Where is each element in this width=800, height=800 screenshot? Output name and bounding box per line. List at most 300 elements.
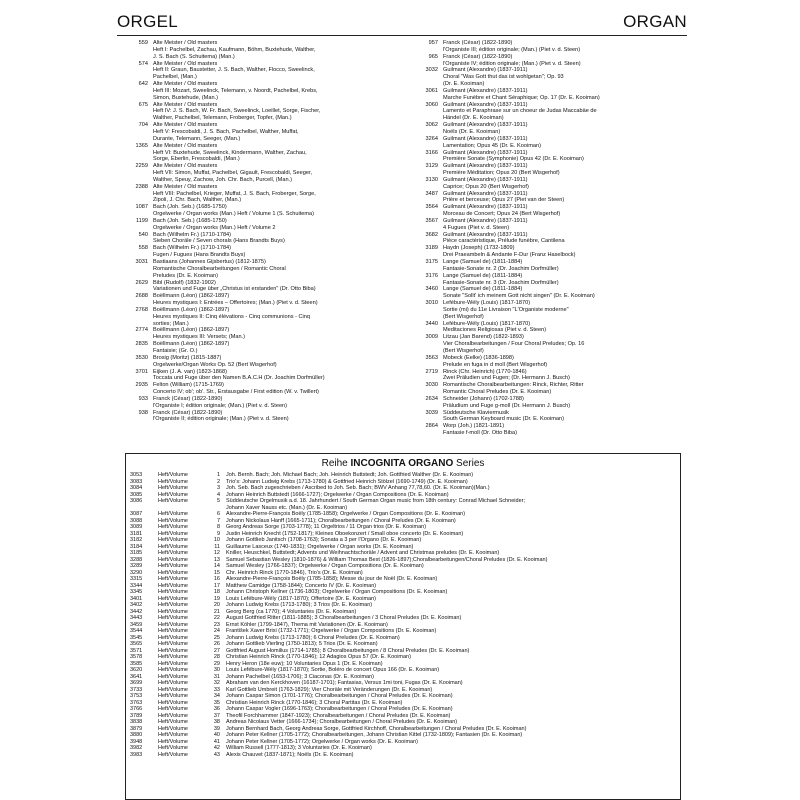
series-number: 3459: [130, 621, 143, 628]
series-description: Johann Ludwig Krebs (1713-1780); 3 Trios (Dr. E. Kooiman): [226, 602, 373, 608]
series-description: Chr. Heinrich Rinck (1770-1846), Trio's (Dr. E. Kooiman): [226, 569, 363, 576]
catalog-number: 2835: [135, 341, 148, 348]
series-number: 3088: [130, 517, 143, 524]
catalog-number: 558: [138, 245, 148, 252]
catalog-entry: [407, 259, 689, 273]
series-description: Karl Gottlieb Umbreit (1763-1829); Vier Choräle mit Veränderungen (Dr. E. Kooiman): [226, 686, 433, 693]
series-description: Guillaume Lasceux (1740-1831); Orgelwerke / Organ works (Dr. E. Kooiman): [226, 543, 414, 550]
series-description: Johann Peter Kellner (1705-1772); Orgelwerke / Organ works (Dr. E. Kooiman): [226, 738, 418, 745]
series-volume-index: 2: [216, 478, 220, 485]
catalog-description: Bibl (Rudolf) (1832-1902) Variationen und Fuge über „Christus ist erstanden" (Dr. Otto Biba): [153, 279, 316, 293]
catalog-entry: [117, 102, 399, 123]
catalog-entry: [407, 355, 689, 369]
catalog-description: Worp (Joh.) (1821-1891) Fantasie f-moll (Dr. Otto Biba): [443, 423, 517, 437]
series-number: 3344: [130, 582, 143, 589]
catalog-description: Alte Meister / Old masters Heft VIII: Pachelbel, Krieger, Muffat, J. S. Bach, Froberger, Sorge, Zipoli, J. Chr. Bach, Walther, (Man.): [153, 183, 316, 204]
series-description: William Russell (1777-1813); 3 Voluntaries (Dr. E. Kooiman): [226, 745, 372, 751]
catalog-number: 3039: [425, 409, 438, 416]
series-description: Alexandre-Pierre-François Boëly (1785-1858); Orgelwerke / Organ Compositions (Dr. E. Kooiman): [226, 511, 466, 517]
series-number: 3084: [130, 485, 143, 491]
series-description: Christian Heinrich Rinck (1770-1846); 12 Adagios Opus 57 (Dr. E. Kooiman): [226, 654, 411, 660]
series-volume-label: Heft/Volume: [158, 491, 188, 498]
series-description: Henry Heron (18e euw); 10 Voluntaries Opus 1 (Dr. E. Kooiman): [226, 660, 383, 667]
series-row: [130, 498, 680, 511]
series-number: 3085: [130, 491, 143, 498]
series-volume-label: Heft/Volume: [158, 550, 188, 556]
series-description: Johann Heinrich Buttstedt (1666-1727); Orgelwerke / Organ Compositions (Dr. E. Kooiman): [226, 491, 449, 498]
catalog-columns: [117, 40, 687, 455]
series-volume-label: Heft/Volume: [158, 641, 188, 647]
series-description: Christian Heinrich Rinck (1770-1846); 3 Choral Partitas (Dr. E. Kooiman): [226, 699, 403, 706]
series-number: 3315: [130, 576, 143, 582]
series-volume-index: 42: [213, 745, 220, 751]
header-title-english: ORGAN: [623, 12, 687, 31]
catalog-number: 3460: [425, 286, 438, 293]
series-volume-index: 12: [213, 550, 220, 556]
series-description: Joh. Seb. Bach zugeschrieben / Ascribed to Joh. Seb. Bach; BWV Anhang 77,78,60. (Dr. E. Kooiman)(Man.): [226, 485, 490, 491]
catalog-number: 3682: [425, 231, 438, 238]
series-volume-label: Heft/Volume: [158, 472, 188, 478]
catalog-description: Eijken (J. A. van) (1823-1868) Toccata und Fuge über den Namen B.A.C.H (Dr. Joachim Dorfmüller): [153, 368, 325, 382]
series-description: Johann Christoph Kellner (1736-1803); Orgelwerke / Organ Compositions (Dr. E. Kooiman): [226, 589, 448, 595]
series-volume-label: Heft/Volume: [158, 738, 188, 745]
catalog-number: 3487: [425, 190, 438, 197]
catalog-number: 642: [138, 81, 148, 88]
right-column: [407, 40, 689, 437]
catalog-description: Franck (César) (1822-1890) l'Organiste IV; édition originale; (Man.) (Piet v. d. Steen): [443, 53, 581, 67]
series-volume-index: 39: [213, 725, 220, 732]
catalog-entry: [117, 341, 399, 355]
catalog-entry: [407, 232, 689, 246]
series-description: Johann Nickolaus Hanff (1665-1711); Choralbearbeitungen / Choral Preludes (Dr. E. Kooiman): [226, 517, 456, 524]
series-volume-index: 40: [213, 732, 220, 738]
series-volume-label: Heft/Volume: [158, 660, 188, 667]
series-volume-label: Heft/Volume: [158, 693, 188, 699]
catalog-description: Guilmant (Alexandre) (1837-1911) Marche Funèbre et Chant Séraphique; Op. 17 (Dr. E. Kooiman): [443, 87, 600, 101]
series-volume-index: 28: [213, 654, 220, 660]
series-volume-index: 17: [213, 582, 220, 589]
catalog-number: 2864: [425, 423, 438, 430]
series-volume-label: Heft/Volume: [158, 732, 188, 738]
series-description: Johann Caspar Vogler (1696-1763); Choralbearbeitungen / Choral Preludes (Dr. E. Kooiman): [226, 706, 453, 712]
series-number: 3544: [130, 628, 143, 634]
series-box: [125, 453, 681, 800]
catalog-entry: [117, 396, 399, 410]
catalog-entry: [407, 218, 689, 232]
catalog-number: 957: [428, 40, 438, 46]
catalog-entry: [117, 369, 399, 383]
catalog-entry: [407, 122, 689, 136]
catalog-entry: [407, 382, 689, 396]
series-description: Louis Lefébure-Wély (1817-1870); Sortie, Boléro de concert Opus 166 (Dr. E. Kooiman): [226, 667, 440, 673]
series-title-suffix: Series: [453, 458, 485, 469]
series-volume-label: Heft/Volume: [158, 589, 188, 595]
series-volume-index: 32: [213, 680, 220, 686]
catalog-description: Lange (Samuel de) (1811-1884) Sonate "Sollt' ich meinem Gott nicht singen" (Dr. E. Kooiman): [443, 286, 595, 300]
catalog-number: 1365: [135, 142, 148, 149]
catalog-description: Alte Meister / Old masters Heft V: Frescobaldi, J. S. Bach, Pachelbel, Walther, Muffat, Durante, Telemann, Seeger, (Man.): [153, 122, 299, 142]
series-number: 3571: [130, 647, 143, 654]
catalog-entry: [117, 143, 399, 164]
series-number: 3545: [130, 634, 143, 641]
catalog-description: Bach (Joh. Seb.) (1685-1750) Orgelwerke / Organ works (Man.) Heft / Volume 1 (S. Schuitema): [153, 204, 315, 218]
catalog-entry: [117, 355, 399, 369]
catalog-entry: [407, 245, 689, 259]
series-description: Georg Berg (ca 1770); 4 Voluntaries (Dr. E. Kooiman): [226, 608, 357, 615]
series-volume-label: Heft/Volume: [158, 602, 188, 608]
series-number: 3401: [130, 595, 143, 602]
series-number: 3948: [130, 738, 143, 745]
catalog-description: Guilmant (Alexandre) (1837-1911) Lamento et Paraphrase sur un choeur de Judas Maccabäe de Händel (Dr. E. Kooiman): [443, 101, 597, 122]
series-description: Johann Ludwig Krebs (1713-1780); 6 Choral Preludes (Dr. E. Kooiman): [226, 634, 400, 641]
catalog-description: Guilmant (Alexandre) (1837-1911) Lamentation; Opus 45 (Dr. E. Kooiman): [443, 135, 541, 149]
catalog-number: 3031: [135, 259, 148, 265]
series-number: 3087: [130, 511, 143, 517]
catalog-description: Bastiaans (Johannes Gijsbertus) (1812-1875) Romantische Choralbearbeitungen / Romantic Choral Preludes (Dr. E. Kooiman): [153, 259, 286, 279]
catalog-number: 3130: [425, 176, 438, 183]
series-volume-label: Heft/Volume: [158, 615, 188, 621]
series-volume-label: Heft/Volume: [158, 745, 188, 751]
catalog-description: Franck (César) (1822-1890) l'Organiste II; édition originale; (Man.) (Piet v. d. Steen): [153, 409, 289, 423]
catalog-entry: [407, 40, 689, 54]
series-number: 3838: [130, 719, 143, 725]
series-row: [130, 752, 680, 759]
series-volume-index: 25: [213, 634, 220, 641]
series-number: 3089: [130, 524, 143, 530]
series-volume-label: Heft/Volume: [158, 537, 188, 543]
series-list: [126, 472, 680, 758]
series-volume-index: 3: [216, 485, 220, 491]
series-description: Alexis Chauvet (1837-1871); Noëls (Dr. E. Kooiman): [226, 751, 354, 758]
catalog-number: 1199: [135, 217, 148, 224]
catalog-entry: [407, 204, 689, 218]
catalog-number: 3030: [425, 382, 438, 389]
catalog-entry: [407, 396, 689, 410]
catalog-entry: [117, 204, 399, 218]
catalog-description: Alte Meister / Old masters Heft III: Mozart, Sweelinck, Telemann, v. Noordt, Pachelbel, Krebs, Simon, Buxtehude, (Man.): [153, 81, 318, 101]
header-title-german: ORGEL: [117, 12, 179, 31]
catalog-description: Franck (César) (1822-1890) l'Organiste I; édition originale; (Man.) (Piet v. d. Steen): [153, 395, 288, 409]
series-volume-label: Heft/Volume: [158, 628, 188, 634]
catalog-description: Schneider (Johann) (1702-1788) Präludium und Fuge g-moll (Dr. Hermann J. Busch): [443, 395, 571, 409]
catalog-description: Haydn (Joseph) (1732-1809) Drei Praeambeln & Andante F-Dur (Franz Haselbock): [443, 245, 576, 259]
catalog-entry: [117, 382, 399, 396]
series-volume-label: Heft/Volume: [158, 569, 188, 576]
catalog-entry: [117, 122, 399, 143]
series-number: 3053: [130, 472, 143, 478]
catalog-entry: [117, 184, 399, 205]
series-number: 3086: [130, 498, 143, 504]
series-volume-index: 43: [213, 751, 220, 758]
catalog-number: 3563: [425, 354, 438, 361]
series-volume-label: Heft/Volume: [158, 621, 188, 628]
catalog-description: Guilmant (Alexandre) (1837-1911) Première Méditation; Opus 20 (Bert Wisgerhof): [443, 163, 560, 177]
series-description: Louis Lefébure-Wély (1817-1870); Offertoire (Dr. E. Kooiman): [226, 595, 376, 602]
series-description: Abraham van den Kerckhoven (16187-1701); Fantasias, Versus 1mi toni, Fugas (Dr. E. Kooiman): [226, 680, 463, 686]
series-volume-index: 22: [213, 615, 220, 621]
series-description: Gottfried August Homilius (1714-1785); 8 Choralbearbeitungen / 8 Choral Preludes (Dr. E. Kooiman): [226, 647, 470, 654]
series-volume-label: Heft/Volume: [158, 712, 188, 719]
series-volume-index: 16: [213, 576, 220, 582]
catalog-description: Boëllmann (Léon) (1862-1897) Heures mystiques I: Entrées – Offertoires; (Man.) (Piet v. d. Steen): [153, 293, 318, 307]
catalog-entry: [407, 88, 689, 102]
series-title-name: INCOGNITA ORGANO: [350, 458, 454, 469]
series-volume-index: 10: [213, 537, 220, 543]
catalog-number: 540: [138, 231, 148, 238]
catalog-description: Bach (Wilhelm Fr.) (1710-1784) Sieben Choräle / Seven chorals (Hans Brandts Buys): [153, 231, 285, 245]
series-volume-label: Heft/Volume: [158, 563, 188, 569]
series-description: Theofil Forchhammer (1847-1923); Choralbearbeitungen / Choral Preludes (Dr. E. Kooiman): [226, 712, 451, 719]
catalog-number: 2259: [135, 163, 148, 170]
series-volume-label: Heft/Volume: [158, 595, 188, 602]
catalog-number: 3264: [425, 135, 438, 142]
catalog-description: Bach (Joh. Seb.) (1685-1750) Orgelwerke / Organ works (Man.) Heft / Volume 2: [153, 217, 276, 231]
catalog-description: Guilmant (Alexandre) (1837-1911) Noëls (Dr. E. Kooiman): [443, 122, 528, 135]
catalog-number: 2774: [135, 327, 148, 334]
series-number: 3699: [130, 680, 143, 686]
series-number: 3184: [130, 543, 143, 550]
series-number: 3442: [130, 608, 143, 615]
catalog-entry: [407, 423, 689, 437]
series-volume-index: 15: [213, 569, 220, 576]
catalog-entry: [117, 81, 399, 102]
series-volume-index: 11: [214, 543, 220, 550]
catalog-entry: [117, 280, 399, 294]
catalog-number: 2688: [135, 293, 148, 300]
catalog-number: 3189: [425, 245, 438, 252]
catalog-number: 3567: [425, 217, 438, 224]
catalog-description: Guilmant (Alexandre) (1837-1911) Choral "Was Gott thut das ist wohlgetan"; Op. 93 (Dr. E. Kooiman): [443, 67, 564, 88]
series-volume-label: Heft/Volume: [158, 634, 188, 641]
series-volume-label: Heft/Volume: [158, 582, 188, 589]
catalog-number: 3440: [425, 320, 438, 327]
series-number: 3789: [130, 712, 143, 719]
catalog-page: [117, 10, 687, 800]
series-volume-label: Heft/Volume: [158, 498, 188, 504]
series-volume-label: Heft/Volume: [158, 530, 188, 537]
catalog-number: 675: [138, 101, 148, 108]
catalog-number: 559: [138, 40, 148, 46]
series-description: Samuel Sebastian Wesley (1810-1876) & William Thomas Best (1826-1897);Choralbearbeitungen/Choral Preludes (Dr. E. Kooiman): [226, 556, 548, 563]
catalog-entry: [407, 163, 689, 177]
catalog-number: 965: [428, 53, 438, 60]
series-description: Joh. Bernh. Bach; Joh. Michael Bach; Joh. Heinrich Buttstedt; Joh. Gottfried Walther (Dr. E. Kooiman): [226, 472, 474, 478]
catalog-entry: [117, 232, 399, 246]
series-volume-label: Heft/Volume: [158, 485, 188, 491]
series-volume-label: Heft/Volume: [158, 511, 188, 517]
series-volume-index: 4: [216, 491, 220, 498]
page-header: [117, 10, 687, 36]
series-volume-label: Heft/Volume: [158, 647, 188, 654]
catalog-entry: [407, 150, 689, 164]
catalog-number: 574: [138, 60, 148, 67]
catalog-entry: [407, 410, 689, 424]
series-number: 3983: [130, 751, 143, 758]
series-volume-index: 14: [213, 563, 220, 569]
catalog-entry: [117, 327, 399, 341]
series-volume-index: 23: [213, 621, 220, 628]
series-volume-label: Heft/Volume: [158, 686, 188, 693]
catalog-number: 3032: [425, 67, 438, 74]
catalog-number: 2719: [425, 368, 438, 375]
series-volume-index: 18: [213, 589, 220, 595]
series-description: Johann Caspar Simon (1701-1776); Choralbearbeitungen / Choral Preludes (Dr. E. Kooiman): [226, 693, 453, 699]
catalog-number: 938: [138, 409, 148, 416]
series-description: Johann Bernhard Bach, Georg Andreas Sorge, Gottfried Kirchhoff, Choralbearbeitungen / Choral Preludes (Dr. E. Kooiman): [226, 725, 527, 732]
series-volume-label: Heft/Volume: [158, 751, 188, 758]
catalog-number: 2935: [135, 382, 148, 389]
catalog-description: Guilmant (Alexandre) (1837-1911) Prière et berceuse; Opus 27 (Piet van der Steen): [443, 190, 565, 204]
series-description: František Xaver Brixi (1732-1771); Orgelwerke / Organ Compositions (Dr. E. Kooiman): [226, 628, 437, 634]
series-volume-label: Heft/Volume: [158, 667, 188, 673]
catalog-description: Alte Meister / Old masters Heft II: Graun, Baustetter, J. S. Bach, Walther, Flocco, Sweelinck, Pachelbel, (Man.): [153, 60, 315, 81]
catalog-description: Boëllmann (Léon) (1862-1897) Heures mystiques III: Versets; (Man.): [153, 327, 246, 341]
catalog-description: Lefébure-Wély (Louis) (1817-1870) Sortie (mi) du 11e Livraison "L'Organiste moderne" (Bert Wisgerhof): [443, 300, 569, 320]
catalog-description: Guilmant (Alexandre) (1837-1911) 4 Fugues (Piet v. d. Steen): [443, 217, 528, 231]
series-number: 3181: [130, 530, 143, 537]
catalog-entry: [117, 218, 399, 232]
series-number: 3578: [130, 654, 143, 660]
catalog-entry: [407, 54, 689, 68]
catalog-entry: [117, 61, 399, 82]
series-title: [126, 458, 680, 469]
catalog-entry: [407, 369, 689, 383]
series-description: Johann Pachelbel (1653-1706); 3 Ciaconas (Dr. E. Kooiman): [226, 673, 374, 680]
catalog-description: Guilmant (Alexandre) (1837-1911) Pièce caractéristique, Prélude funèbre, Cantilena: [443, 231, 565, 245]
catalog-description: Felton (William) (1715-1769) Concerto IV; ob'; ob'. Str., Erstausgabe / First edition (W. v. Twillert): [153, 382, 319, 396]
catalog-description: Guilmant (Alexandre) (1837-1911) Caprice; Opus 20 (Bert Wisgerhof): [443, 176, 529, 190]
series-description: Matthew Camidge (1758-1844); Concerto IV (Dr. E. Kooiman): [226, 582, 377, 589]
catalog-description: Bach (Wilhelm Fr.) (1710-1784) Fugen / Fugues (Hans Brandts Buys): [153, 245, 246, 259]
catalog-number: 2768: [135, 306, 148, 313]
series-number: 3288: [130, 556, 143, 563]
series-description: Johann Peter Kellner (1705-1772); Choralbearbeitungen, Johann Christian Kittel (1732-1809); Fantasien (Dr. E. Kooiman): [226, 732, 523, 738]
catalog-number: 3175: [425, 259, 438, 265]
series-volume-label: Heft/Volume: [158, 673, 188, 680]
series-number: 3753: [130, 693, 143, 699]
catalog-entry: [407, 177, 689, 191]
series-number: 3185: [130, 550, 143, 556]
series-volume-label: Heft/Volume: [158, 524, 188, 530]
series-volume-index: 36: [213, 706, 220, 712]
series-volume-index: 37: [213, 712, 220, 719]
series-description: Georg Andreas Sorge (1703-1778); 11 Orgeltrios / 11 Organ trios (Dr. E. Kooiman): [226, 524, 427, 530]
catalog-description: Lange (Samuel de) (1811-1884) Fantasie-Sonate nr. 3 (Dr. Joachim Dorfmüller): [443, 272, 559, 286]
catalog-description: Lefébure-Wély (Louis) (1817-1870) Meditaciones Religiosas (Piet v. d. Steen): [443, 320, 547, 334]
series-number: 3620: [130, 667, 143, 673]
series-volume-index: 20: [213, 602, 220, 608]
series-volume-label: Heft/Volume: [158, 699, 188, 706]
catalog-number: 3060: [425, 101, 438, 108]
series-volume-label: Heft/Volume: [158, 719, 188, 725]
catalog-entry: [117, 259, 399, 280]
series-volume-label: Heft/Volume: [158, 608, 188, 615]
catalog-number: 933: [138, 395, 148, 402]
series-volume-label: Heft/Volume: [158, 706, 188, 712]
catalog-entry: [407, 300, 689, 321]
series-number: 3879: [130, 725, 143, 732]
catalog-description: Romantische Choralbearbeitungen: Rinck, Richter, Ritter Romantic Choral Preludes (Dr. E. Kooiman): [443, 382, 584, 396]
series-description: Johann Gottlieb Janitsch (1708-1763); Sonata a 3 per l'Organo (Dr. E. Kooiman): [226, 537, 422, 543]
catalog-description: Süddeutsche Klaviermusik South German Keyboard music (Dr. E. Kooiman): [443, 409, 564, 423]
catalog-description: Lange (Samuel de) (1811-1884) Fantasie-Sonate nr. 2 (Dr. Joachim Dorfmüller): [443, 259, 559, 272]
series-volume-index: 1: [216, 472, 220, 478]
series-volume-index: 7: [216, 517, 220, 524]
series-volume-index: 41: [213, 738, 220, 745]
series-number: 3763: [130, 699, 143, 706]
series-volume-label: Heft/Volume: [158, 725, 188, 732]
series-volume-index: 13: [213, 556, 220, 563]
catalog-entry: [117, 40, 399, 61]
series-number: 3443: [130, 615, 143, 621]
catalog-description: Rinck (Chr. Heinrich) (1770-1846) Zwei Präludien und Fugen; (Dr. Hermann J. Busch): [443, 368, 570, 382]
series-description: Johann Gottlieb Vierling (1750-1813); 5 Trios (Dr. E. Kooiman): [226, 641, 378, 647]
catalog-number: 3176: [425, 272, 438, 279]
series-number: 3289: [130, 563, 143, 569]
series-volume-index: 31: [213, 673, 220, 680]
series-volume-index: 29: [213, 660, 220, 667]
series-number: 3182: [130, 537, 143, 543]
series-volume-label: Heft/Volume: [158, 517, 188, 524]
series-number: 3766: [130, 706, 143, 712]
catalog-number: 3129: [425, 163, 438, 170]
catalog-description: Guilmant (Alexandre) (1837-1911) Première Sonate (Symphonie) Opus 42 (Dr. E. Kooiman): [443, 149, 584, 163]
catalog-entry: [407, 334, 689, 355]
catalog-entry: [407, 286, 689, 300]
catalog-description: Brosig (Moritz) (1815-1887) Orgelwerke/Organ Works Op. 52 (Bert Wisgerhof): [153, 354, 277, 368]
catalog-entry: [117, 410, 399, 424]
catalog-entry: [117, 293, 399, 307]
series-number: 3083: [130, 478, 143, 485]
series-number: 3880: [130, 732, 143, 738]
catalog-entry: [117, 307, 399, 328]
catalog-description: Mobeck (Eelke) (1836-1898) Prelude en fuga in d moll (Bert Wisgerhof): [443, 354, 548, 368]
catalog-description: Litzau (Jan Barend) (1822-1893) Vier Choralbearbeitungen / Four Choral Preludes; Op. 16 (Bert Wisgerhof): [443, 334, 585, 354]
catalog-description: Alte Meister / Old masters Heft I: Pachelbel, Zachau, Kaufmann, Böhm, Buxtehude, Walther, J. S. Bach (S. Schuitema) (Man.): [153, 40, 316, 60]
series-number: 3345: [130, 589, 143, 595]
series-volume-index: 35: [213, 699, 220, 706]
series-volume-label: Heft/Volume: [158, 556, 188, 563]
series-description: Trio's: Johann Ludwig Krebs (1713-1780) & Gottfried Heinrich Stölzel (1690-1749) (Dr. E. Kooiman): [226, 478, 468, 485]
catalog-entry: [407, 102, 689, 123]
catalog-description: Franck (César) (1822-1890) l'Organiste III; édition originale; (Man.) (Piet v. d. Steen): [443, 40, 581, 53]
series-description: Alexandre-Pierre-François Boëly (1785-1858); Messe du jour de Noël (Dr. E. Kooiman): [226, 576, 438, 582]
catalog-number: 3009: [425, 334, 438, 341]
series-number: 3585: [130, 660, 143, 667]
series-volume-label: Heft/Volume: [158, 576, 188, 582]
series-volume-label: Heft/Volume: [158, 478, 188, 485]
series-number: 3402: [130, 602, 143, 608]
catalog-entry: [407, 191, 689, 205]
catalog-number: 3530: [135, 354, 148, 361]
series-volume-index: 26: [213, 641, 220, 647]
catalog-entry: [407, 67, 689, 88]
catalog-number: 3010: [425, 300, 438, 307]
left-column: [117, 40, 399, 423]
catalog-description: Alte Meister / Old masters Heft IV: J. S. Bach, W. Fr. Bach, Sweelinck, Loeillet, Sorge, Fischer, Walther, Pachelbel, Telemann, Froberger, Topfer, (Man.): [153, 101, 321, 122]
series-description: Kniller, Heuschkel, Buttstedt; Advents und Weihnachtschoräle / Advent and Christmas preludes (Dr. E. Kooiman): [226, 550, 500, 556]
series-volume-index: 24: [213, 628, 220, 634]
catalog-number: 3062: [425, 122, 438, 129]
series-volume-index: 27: [213, 647, 220, 654]
series-volume-index: 19: [213, 595, 220, 602]
catalog-number: 3564: [425, 204, 438, 211]
series-volume-label: Heft/Volume: [158, 543, 188, 550]
catalog-description: Boëllmann (Léon) (1862-1897) Heures mystiques II: Cinq élévations - Cinq communions - Cinq sorties; (Man.): [153, 306, 310, 327]
series-volume-label: Heft/Volume: [158, 680, 188, 686]
catalog-entry: [407, 136, 689, 150]
catalog-entry: [117, 163, 399, 184]
